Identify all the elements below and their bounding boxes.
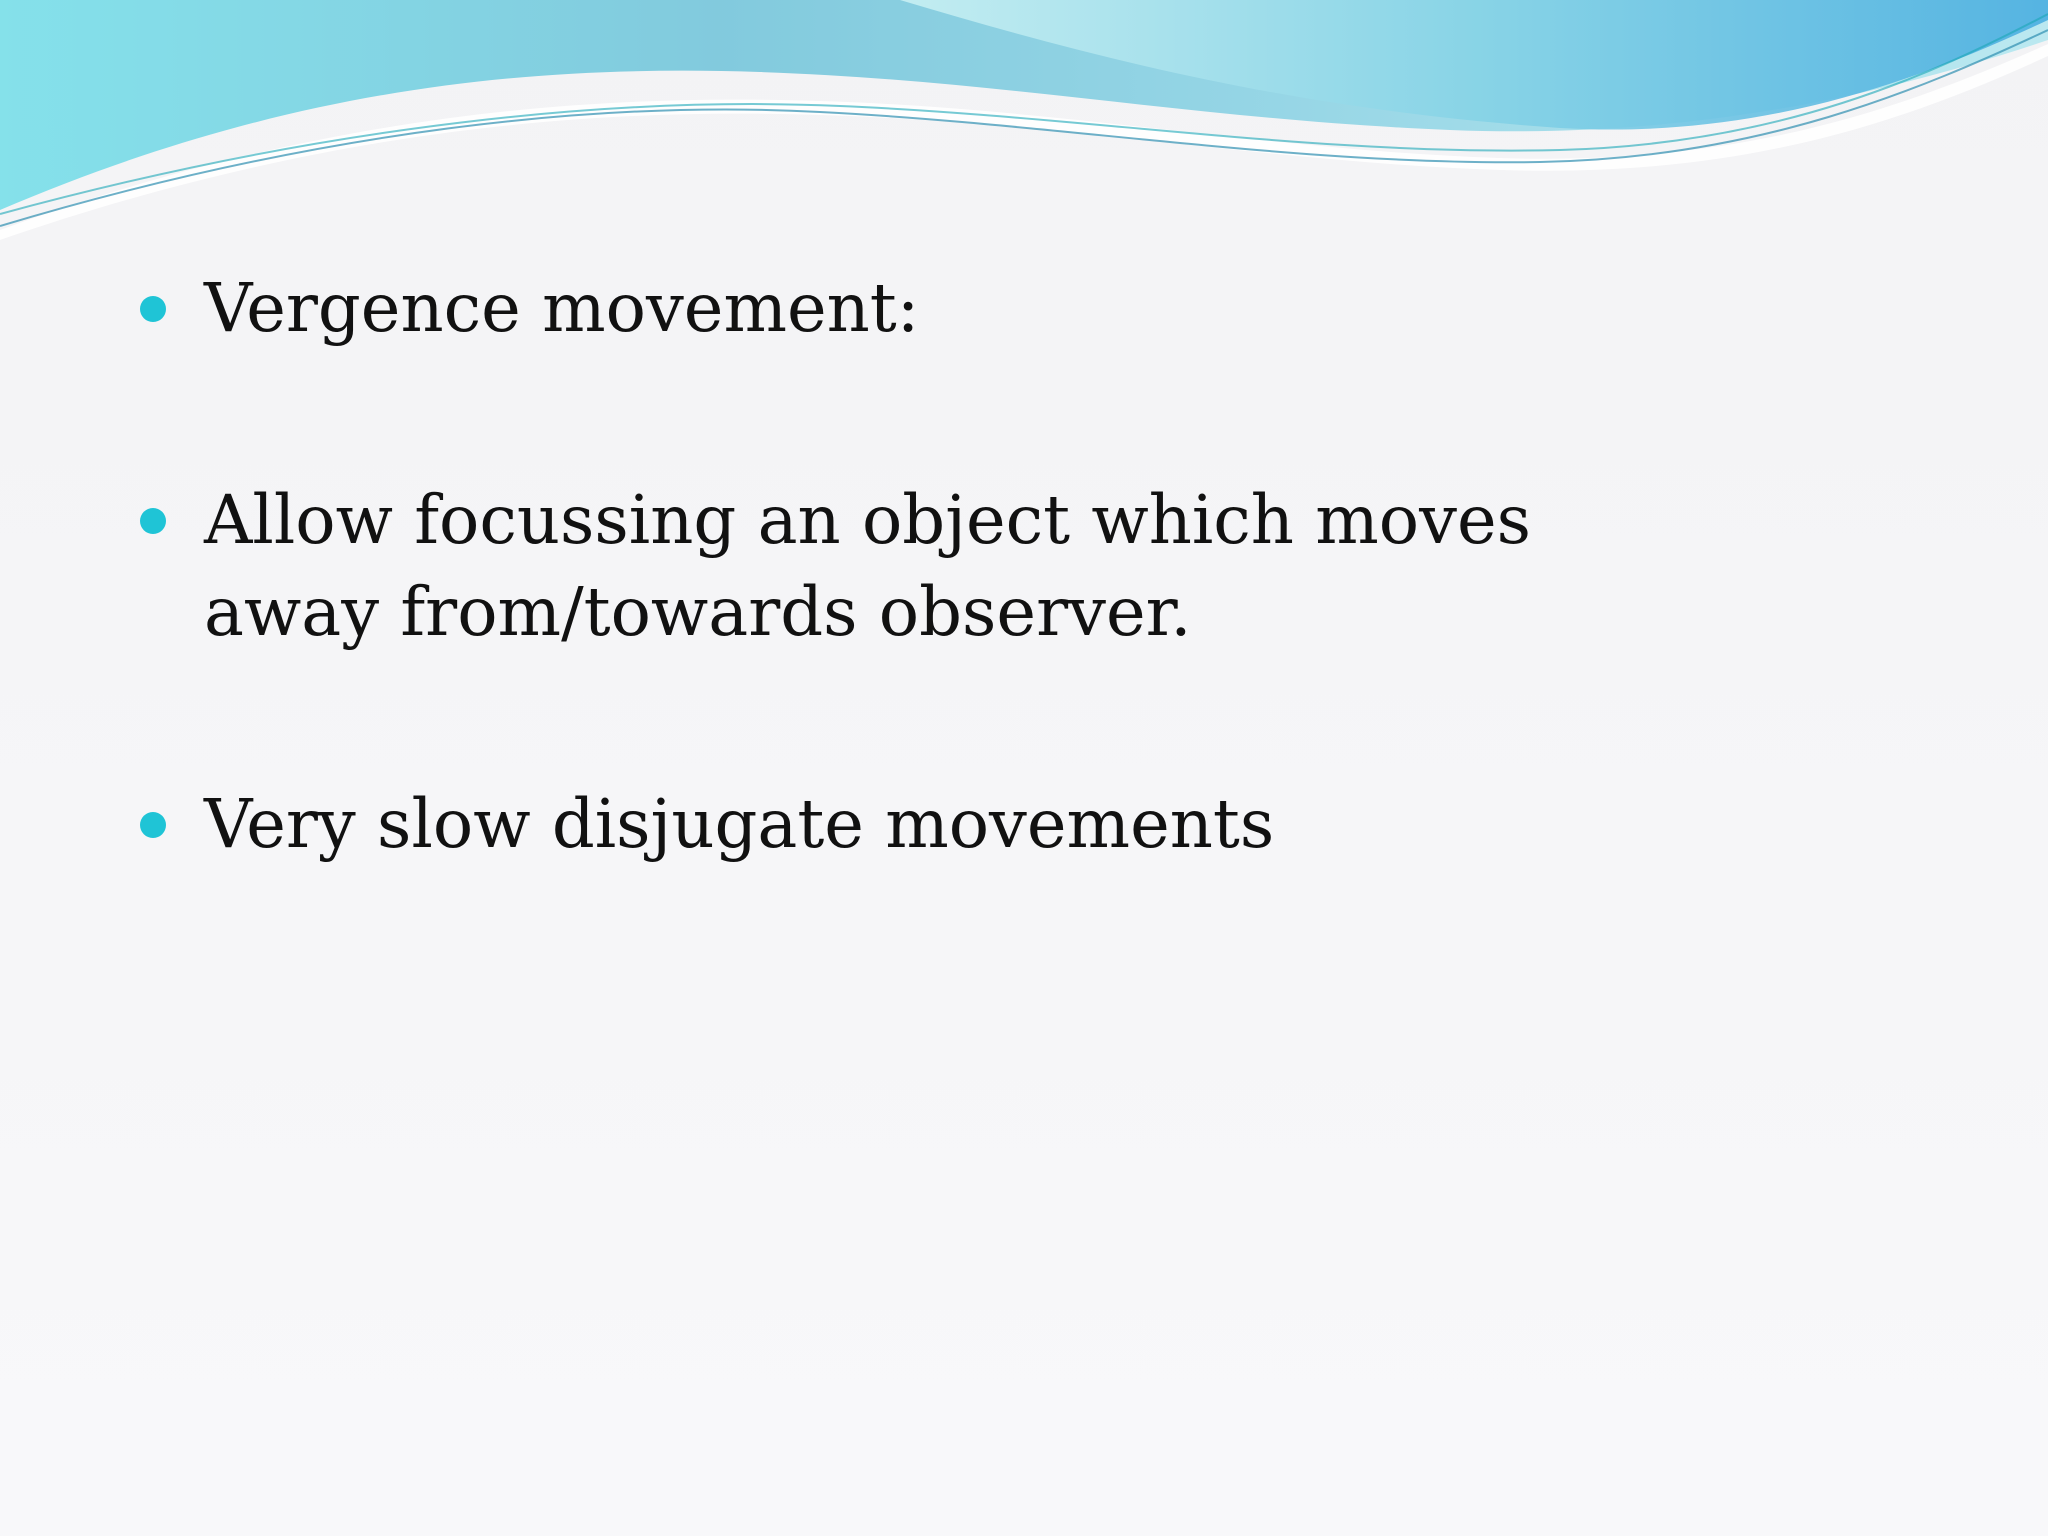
bullet-text: Allow focussing an object which moves away from/towards observer. (204, 481, 1532, 651)
bullet-item (140, 474, 1900, 658)
bullet-item (140, 262, 1900, 354)
bullet-dot-icon (140, 812, 166, 838)
bullet-dot-icon (140, 296, 166, 322)
header-wave-decoration (0, 0, 2048, 240)
bullet-text: Very slow disjugate movements (204, 785, 1275, 863)
bullet-text: Vergence movement: (204, 269, 920, 347)
bullet-dot-icon (140, 508, 166, 534)
bullet-list (140, 262, 1900, 870)
bullet-item (140, 778, 1900, 870)
